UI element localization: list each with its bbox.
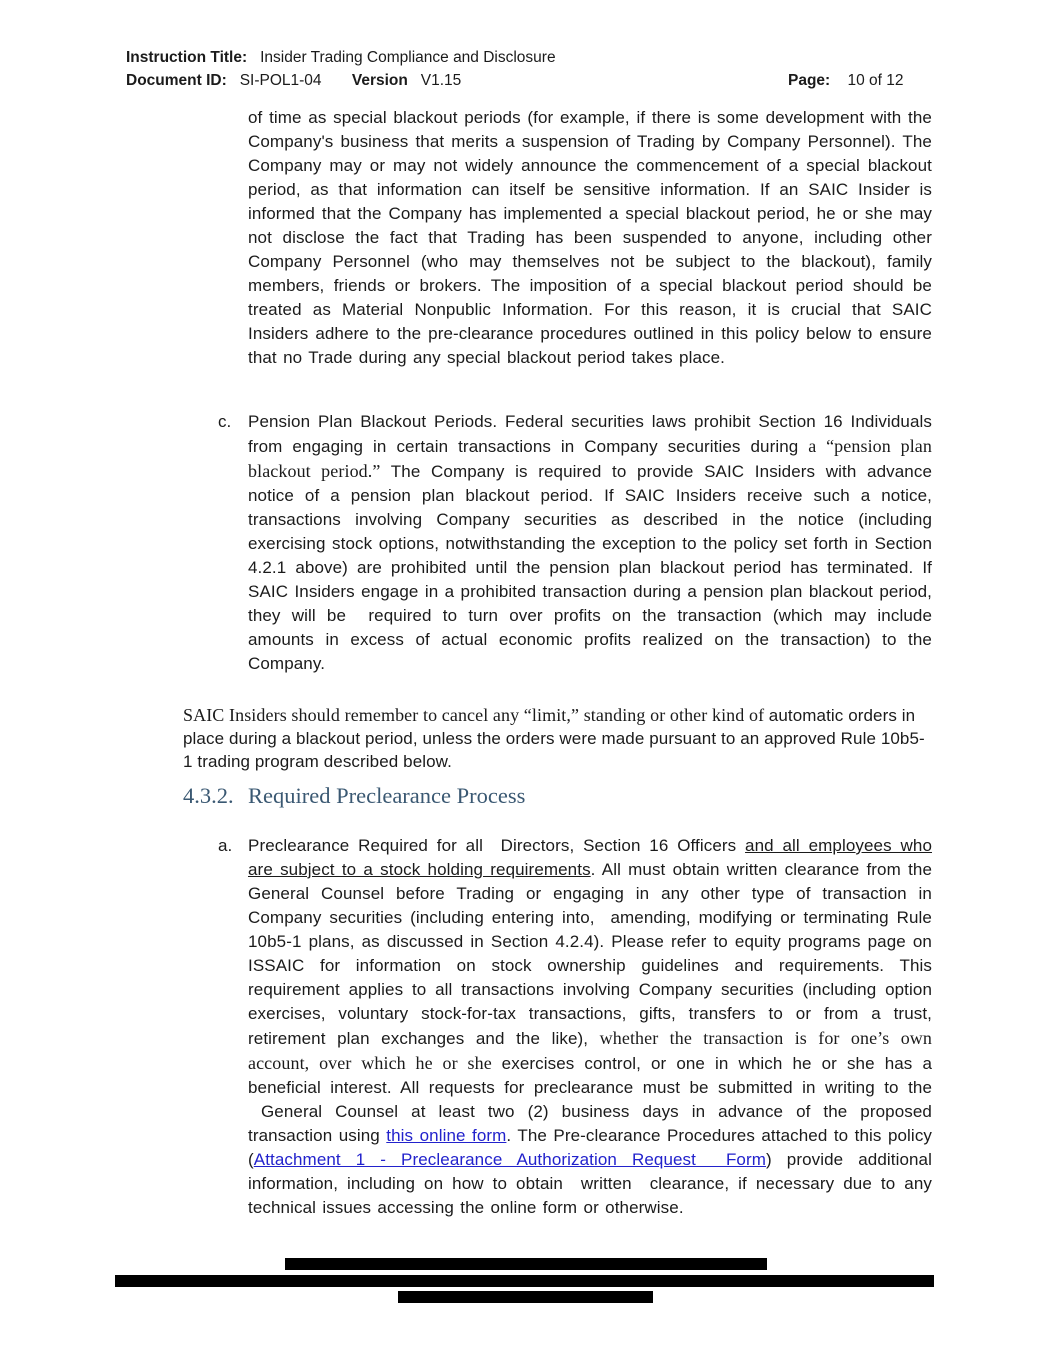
header-row-1 xyxy=(126,47,556,69)
redaction-bar xyxy=(115,1275,934,1287)
text-segment: a “pension plan blackout period.” xyxy=(248,436,932,481)
text-segment: and all employees who are subject to a stock holding requirements xyxy=(248,836,932,879)
page-value: 10 of 12 xyxy=(847,72,904,89)
text-segment: automatic orders in place during a blackout period, unless the orders were made pursuant to an approved Rule 10b5-1 trading program described below. xyxy=(183,706,925,771)
version-label: Version xyxy=(351,72,408,89)
paragraph-pension-plan-blackout xyxy=(248,410,932,676)
instruction-title-value: Insider Trading Compliance and Disclosure xyxy=(260,49,556,66)
section-title: Required Preclearance Process xyxy=(248,783,526,808)
text-segment: Pension Plan Blackout Periods. Federal securities laws prohibit Section 16 Individuals from engaging in certain transactions in Company securities during xyxy=(248,412,932,456)
text-segment: of time as special blackout periods (for example, if there is some development with the Company's business that merits a suspension of Trading by Company Personnel). The Company may or may not widely announce the commencement of a special blackout period, as that information can itself be sensitive information. If an SAIC Insider is informed that the Company has implemented a special blackout period, he or she may not disclose the fact that Trading has been suspended to anyone, including other Company Personnel (who may themselves not be subject to the blackout), family members, friends or brokers. The imposition of a special blackout period should be treated as Material Nonpublic Information. For this reason, it is crucial that SAIC Insiders adhere to the pre-clearance procedures outlined in this policy below to ensure that no Trade during any special blackout period takes place. xyxy=(248,108,932,367)
text-segment: exercises control, or one in which he or she has a beneficial interest. All requests for preclearance must be submitted in writing to the General Counsel at least two (2) business days in advance of the proposed transaction using xyxy=(248,1054,932,1145)
section-heading-432 xyxy=(183,782,525,810)
section-number: 4.3.2. xyxy=(183,783,234,808)
list-marker-a: a. xyxy=(218,836,233,855)
text-segment: . All must obtain written clearance from the General Counsel before Trading or engaging in any other type of transaction in Company securities (including entering into, amending, modifying or terminating Rule 10b5-1 plans, as discussed in Section 4.2.4). Please refer to equity programs page on ISSAIC for information on stock ownership guidelines and requirements. This requirement applies to all transactions involving Company securities (including option exercises, voluntary stock-for-tax transactions, gifts, transfers to or from a trust, retirement plan exchanges and the like), xyxy=(248,860,932,1048)
text-segment: SAIC Insiders should remember to cancel any “limit,” standing or other kind of xyxy=(183,705,769,725)
document-id-label: Document ID: xyxy=(126,72,227,89)
paragraph-limit-orders xyxy=(183,704,928,773)
paragraph-preclearance-required xyxy=(248,834,932,1220)
redaction-bar xyxy=(398,1291,653,1303)
text-segment: . The Pre-clearance Procedures attached to this policy ( xyxy=(248,1126,933,1169)
version-value: V1.15 xyxy=(420,72,462,89)
document-id-value: SI-POL1-04 xyxy=(239,72,322,89)
text-segment: whether the transaction is for one’s own account, over which he or she xyxy=(248,1028,932,1073)
redaction-bar xyxy=(285,1258,767,1270)
text-segment: Preclearance Required for all Directors, Section 16 Officers xyxy=(248,836,746,855)
link-attachment-1-preclearance-authorization-request-form[interactable]: Attachment 1 - Preclearance Authorization Request Form xyxy=(253,1150,767,1169)
link-this-online-form[interactable]: this online form xyxy=(386,1126,507,1145)
page-label: Page: xyxy=(788,72,831,89)
list-marker-c: c. xyxy=(218,412,232,431)
paragraph-special-blackout-continued xyxy=(248,106,932,370)
header-page-number xyxy=(788,70,904,92)
text-segment: ) provide additional information, including on how to obtain written clearance, if necessary due to any technical issues accessing the online form or otherwise. xyxy=(248,1150,932,1217)
header-row-2-left xyxy=(126,70,461,92)
instruction-title-label: Instruction Title: xyxy=(126,49,248,66)
text-segment: The Company is required to provide SAIC Insiders with advance notice of a pension plan blackout period. If SAIC Insiders receive such a notice, transactions involving Company securities as described in the notice (including exercising stock options, notwithstanding the exception to the policy set forth in Section 4.2.1 above) are prohibited until the pension plan blackout period has terminated. If SAIC Insiders engage in a prohibited transaction during a pension plan blackout period, they will be required to turn over profits on the transaction (which may include amounts in excess of actual economic profits realized on the transaction) to the Company. xyxy=(248,462,933,673)
